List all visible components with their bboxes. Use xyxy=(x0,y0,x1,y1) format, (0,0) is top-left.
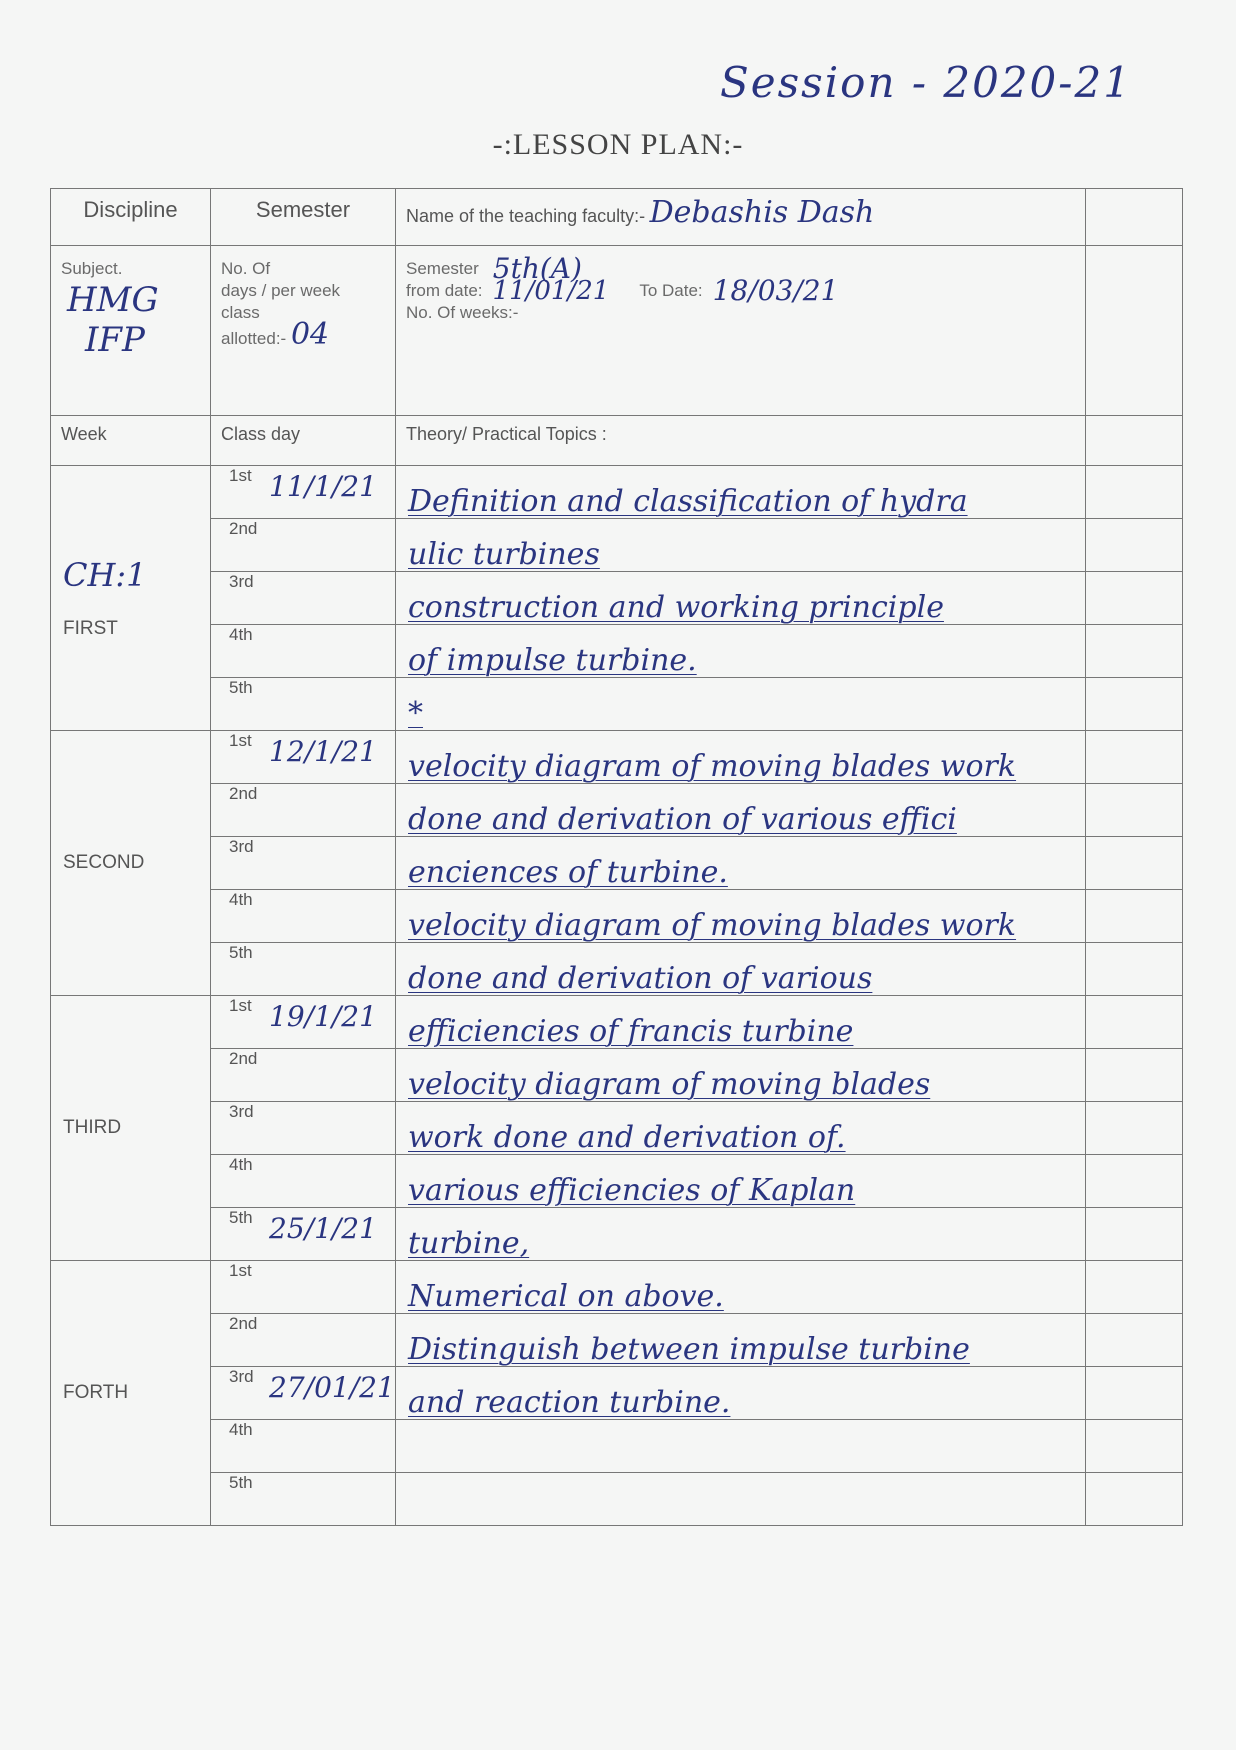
empty-cell xyxy=(1086,1314,1183,1367)
table-row xyxy=(51,1155,1183,1208)
class-day-number: 5th xyxy=(229,678,253,697)
class-day-cell xyxy=(211,731,396,784)
empty-cell xyxy=(1086,1155,1183,1208)
class-day-cell xyxy=(211,1049,396,1102)
empty-cell xyxy=(1086,1420,1183,1473)
week-column-header: Week xyxy=(51,416,211,466)
topic-cell xyxy=(396,1049,1086,1102)
faculty-label: Name of the teaching faculty:- xyxy=(406,206,646,226)
topic-cell xyxy=(396,890,1086,943)
table-row xyxy=(51,1261,1183,1314)
class-day-column-header: Class day xyxy=(211,416,396,466)
empty-cell xyxy=(1086,678,1183,731)
table-row xyxy=(51,784,1183,837)
week-name: THIRD xyxy=(63,1117,122,1138)
class-date: 12/1/21 xyxy=(269,735,377,768)
empty-cell xyxy=(1086,1473,1183,1526)
topic-cell xyxy=(396,1473,1086,1526)
topic-text: efficiencies of francis turbine xyxy=(408,1014,854,1049)
class-day-number: 1st xyxy=(229,996,252,1015)
empty-cell xyxy=(1086,1102,1183,1155)
class-day-cell xyxy=(211,1102,396,1155)
topic-text: done and derivation of various xyxy=(408,961,873,996)
week-name: FORTH xyxy=(63,1382,129,1403)
subject-label: Subject. xyxy=(61,259,123,278)
to-value: 18/03/21 xyxy=(712,274,839,307)
empty-cell xyxy=(1086,416,1183,466)
class-day-number: 3rd xyxy=(229,1102,254,1121)
table-row xyxy=(51,943,1183,996)
topic-cell xyxy=(396,572,1086,625)
date-row xyxy=(406,274,1075,307)
faculty-cell xyxy=(396,189,1086,246)
chapter-label: CH:1 xyxy=(63,556,147,594)
topic-text: turbine, xyxy=(408,1226,530,1261)
info-row xyxy=(51,246,1183,416)
class-day-number: 5th xyxy=(229,1473,253,1492)
empty-cell xyxy=(1086,1049,1183,1102)
topic-cell xyxy=(396,519,1086,572)
week-name: SECOND xyxy=(63,852,145,873)
topic-text: of impulse turbine. xyxy=(408,643,697,678)
class-day-cell xyxy=(211,1314,396,1367)
lesson-plan-table xyxy=(50,188,1183,1526)
weeks-body xyxy=(51,466,1183,1526)
topic-cell xyxy=(396,466,1086,519)
class-day-number: 5th xyxy=(229,1208,253,1227)
topic-text: Definition and classification of hydra xyxy=(408,484,968,519)
topic-text: velocity diagram of moving blades work xyxy=(408,749,1017,784)
class-day-cell xyxy=(211,943,396,996)
topic-text: velocity diagram of moving blades work xyxy=(408,908,1017,943)
class-day-cell xyxy=(211,466,396,519)
empty-cell xyxy=(1086,572,1183,625)
days-label-2: days / per week xyxy=(221,281,341,300)
table-row xyxy=(51,1420,1183,1473)
empty-cell xyxy=(1086,625,1183,678)
topic-cell xyxy=(396,1261,1086,1314)
topic-text: ulic turbines xyxy=(408,537,600,572)
faculty-name: Debashis Dash xyxy=(649,195,875,230)
topic-cell xyxy=(396,996,1086,1049)
table-row xyxy=(51,678,1183,731)
empty-cell xyxy=(1086,466,1183,519)
class-day-cell xyxy=(211,519,396,572)
table-row xyxy=(51,519,1183,572)
days-label-4-row xyxy=(221,317,385,352)
table-row xyxy=(51,996,1183,1049)
topic-text: work done and derivation of. xyxy=(408,1120,846,1155)
class-day-number: 3rd xyxy=(229,837,254,856)
topic-cell xyxy=(396,784,1086,837)
topic-cell xyxy=(396,943,1086,996)
table-row xyxy=(51,1208,1183,1261)
topic-text: and reaction turbine. xyxy=(408,1385,731,1420)
to-label: To Date: xyxy=(639,281,703,300)
class-day-cell xyxy=(211,625,396,678)
subject-value-1: HMG xyxy=(67,280,159,320)
topic-cell xyxy=(396,1420,1086,1473)
weeks-label: No. Of weeks:- xyxy=(406,303,519,322)
class-day-number: 4th xyxy=(229,1155,253,1174)
topic-text: construction and working principle xyxy=(408,590,944,625)
empty-cell xyxy=(1086,1208,1183,1261)
class-day-cell xyxy=(211,784,396,837)
empty-cell xyxy=(1086,1367,1183,1420)
topic-text: done and derivation of various effici xyxy=(408,802,957,837)
class-day-number: 2nd xyxy=(229,1049,258,1068)
class-day-number: 4th xyxy=(229,1420,253,1439)
empty-cell xyxy=(1086,731,1183,784)
class-day-cell xyxy=(211,678,396,731)
topics-column-header: Theory/ Practical Topics : xyxy=(396,416,1086,466)
topic-text: velocity diagram of moving blades xyxy=(408,1067,931,1102)
empty-cell xyxy=(1086,519,1183,572)
from-label: from date: xyxy=(406,281,483,300)
class-day-cell xyxy=(211,1420,396,1473)
topic-text: * xyxy=(408,696,423,731)
class-day-cell xyxy=(211,890,396,943)
days-label-1: No. Of xyxy=(221,259,271,278)
subject-cell xyxy=(51,246,211,416)
from-value: 11/01/21 xyxy=(492,276,610,306)
week-cell xyxy=(51,466,211,731)
class-day-number: 1st xyxy=(229,466,252,485)
days-value: 04 xyxy=(290,317,330,352)
table-row xyxy=(51,1102,1183,1155)
subject-value-2: IFP xyxy=(85,320,145,360)
topic-text: Numerical on above. xyxy=(408,1279,724,1314)
topic-cell xyxy=(396,678,1086,731)
week-cell xyxy=(51,1261,211,1526)
class-day-number: 2nd xyxy=(229,784,258,803)
class-day-number: 4th xyxy=(229,890,253,909)
empty-cell xyxy=(1086,189,1183,246)
column-header-row xyxy=(51,416,1183,466)
topic-cell xyxy=(396,1208,1086,1261)
topic-text: various efficiencies of Kaplan xyxy=(408,1173,856,1208)
table-row xyxy=(51,890,1183,943)
page-title: -:LESSON PLAN:- xyxy=(492,128,744,161)
empty-cell xyxy=(1086,996,1183,1049)
topic-cell xyxy=(396,731,1086,784)
table-row xyxy=(51,731,1183,784)
class-day-number: 3rd xyxy=(229,1367,254,1386)
table-row xyxy=(51,572,1183,625)
topic-cell xyxy=(396,625,1086,678)
table-row xyxy=(51,1367,1183,1420)
table-row xyxy=(51,1314,1183,1367)
topic-cell xyxy=(396,1155,1086,1208)
table-row xyxy=(51,837,1183,890)
class-day-number: 5th xyxy=(229,943,253,962)
empty-cell xyxy=(1086,246,1183,416)
class-day-cell xyxy=(211,1155,396,1208)
table-row xyxy=(51,466,1183,519)
table-row xyxy=(51,1049,1183,1102)
class-day-number: 1st xyxy=(229,731,252,750)
class-date: 11/1/21 xyxy=(269,470,377,503)
topic-cell xyxy=(396,837,1086,890)
topic-cell xyxy=(396,1314,1086,1367)
topic-cell xyxy=(396,1367,1086,1420)
table-row xyxy=(51,625,1183,678)
days-label-4: allotted:- xyxy=(221,329,287,348)
table-row xyxy=(51,1473,1183,1526)
week-name: FIRST xyxy=(63,618,118,639)
header-row xyxy=(51,189,1183,246)
topic-text: Distinguish between impulse turbine xyxy=(408,1332,970,1367)
session-label: Session - 2020-21 xyxy=(720,58,1132,107)
discipline-header: Discipline xyxy=(51,189,211,246)
empty-cell xyxy=(1086,784,1183,837)
class-date: 25/1/21 xyxy=(269,1212,377,1245)
class-day-cell xyxy=(211,1208,396,1261)
empty-cell xyxy=(1086,943,1183,996)
class-day-number: 2nd xyxy=(229,519,258,538)
days-cell xyxy=(211,246,396,416)
class-day-number: 2nd xyxy=(229,1314,258,1333)
class-day-cell xyxy=(211,572,396,625)
semester-label: Semester xyxy=(406,259,479,278)
topic-text: enciences of turbine. xyxy=(408,855,728,890)
class-day-cell xyxy=(211,837,396,890)
semester-value: 5th(A) xyxy=(492,252,582,285)
empty-cell xyxy=(1086,890,1183,943)
topic-cell xyxy=(396,1102,1086,1155)
semester-header: Semester xyxy=(211,189,396,246)
class-date: 27/01/21 xyxy=(269,1371,395,1404)
class-day-cell xyxy=(211,996,396,1049)
week-cell xyxy=(51,996,211,1261)
days-label-3: class xyxy=(221,303,260,322)
class-day-number: 1st xyxy=(229,1261,252,1280)
week-cell xyxy=(51,731,211,996)
class-day-number: 3rd xyxy=(229,572,254,591)
class-day-cell xyxy=(211,1261,396,1314)
empty-cell xyxy=(1086,837,1183,890)
class-day-cell xyxy=(211,1473,396,1526)
class-day-number: 4th xyxy=(229,625,253,644)
empty-cell xyxy=(1086,1261,1183,1314)
class-date: 19/1/21 xyxy=(269,1000,377,1033)
semester-dates-cell xyxy=(396,246,1086,416)
class-day-cell xyxy=(211,1367,396,1420)
